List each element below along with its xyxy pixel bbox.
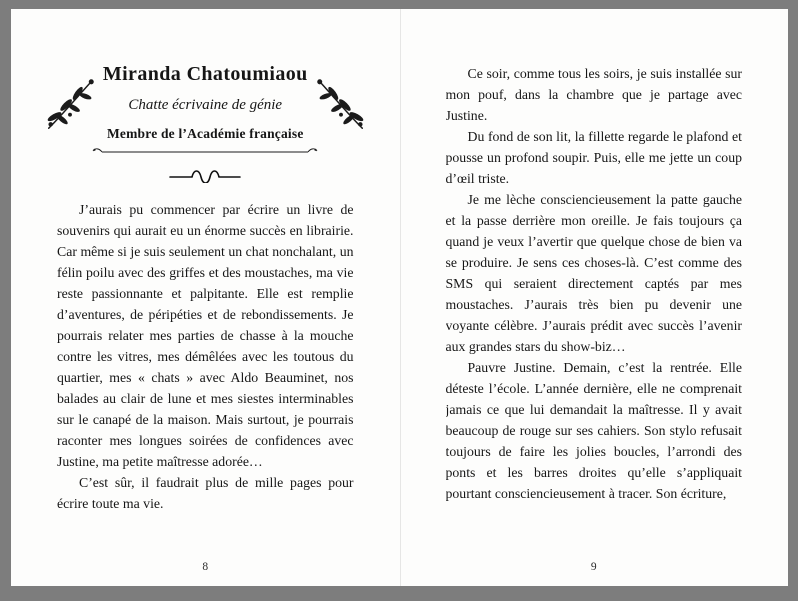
paragraph: Du fond de son lit, la fillette regarde le plafond et pousse un profond soupir. Puis, elle me jette un coup d’œil triste. xyxy=(445,129,742,186)
chapter-title: Miranda Chatoumiaou xyxy=(102,63,308,85)
page-number-right: 9 xyxy=(590,561,597,573)
flourish-rule-icon xyxy=(92,147,318,157)
olive-branch-left-icon xyxy=(41,73,99,137)
page-gutter xyxy=(400,9,401,586)
chapter-header xyxy=(57,63,354,183)
page-number-left: 8 xyxy=(202,561,209,573)
paragraph: Ce soir, comme tous les soirs, je suis installée sur mon pouf, dans la chambre que je partage avec Justine. xyxy=(445,66,742,123)
body-text-right xyxy=(446,63,743,504)
paragraph: C’est sûr, il faudrait plus de mille pages pour écrire toute ma vie. xyxy=(57,475,354,511)
squiggle-ornament-icon xyxy=(168,169,242,183)
paragraph: Je me lèche consciencieusement la patte gauche et la passe derrière mon oreille. Je fais toujours ça quand je veux l’avertir que quelque chose de bien va se produire. Je sens ces choses-là. C’est comme des SMS qui seraient directement captés par mes moustaches. J’aurais très bien pu devenir une voyante célèbre. J’aurais prédit avec succès l’avenir aux grandes stars du show-biz… xyxy=(445,192,742,354)
page-left xyxy=(11,9,400,586)
body-text-left xyxy=(57,199,354,514)
paragraph: Pauvre Justine. Demain, c’est la rentrée. Elle déteste l’école. L’année dernière, elle ne comprenait jamais ce que lui demandait la maîtresse. Il y avait beaucoup de rouge sur ses cahiers. Son stylo refusait toujours de faire les jolies boucles, l’arrondi des ponts et les barres droites qu’elle s’appliquait pourtant consciencieusement à tracer. Son écriture, xyxy=(445,360,742,501)
olive-branch-right-icon xyxy=(312,73,370,137)
paragraph: J’aurais pu commencer par écrire un livre de souvenirs qui aurait eu un énorme succès en librairie. Car même si je suis seulement un chat nonchalant, un félin poilu avec des griffes et des moustaches, ma vie reste passionnante et palpitante. Elle est remplie d’aventures, de péripéties et de rebondissements. Je pourrais relater mes parties de chasse à la mouche contre les vitres, mes démêlées avec les toutous du quartier, mes « chats » avec Aldo Beauminet, nos balades au clair de lune et mes siestes interminables sur le canapé de la maison. Mais surtout, je pourrais raconter mes longues soirées de confidences avec Justine, ma petite maîtresse adorée… xyxy=(57,202,354,469)
page-right xyxy=(400,9,789,586)
chapter-affiliation: Membre de l’Académie française xyxy=(106,126,304,141)
chapter-subtitle: Chatte écrivaine de génie xyxy=(128,97,283,113)
book-spread xyxy=(11,9,788,586)
